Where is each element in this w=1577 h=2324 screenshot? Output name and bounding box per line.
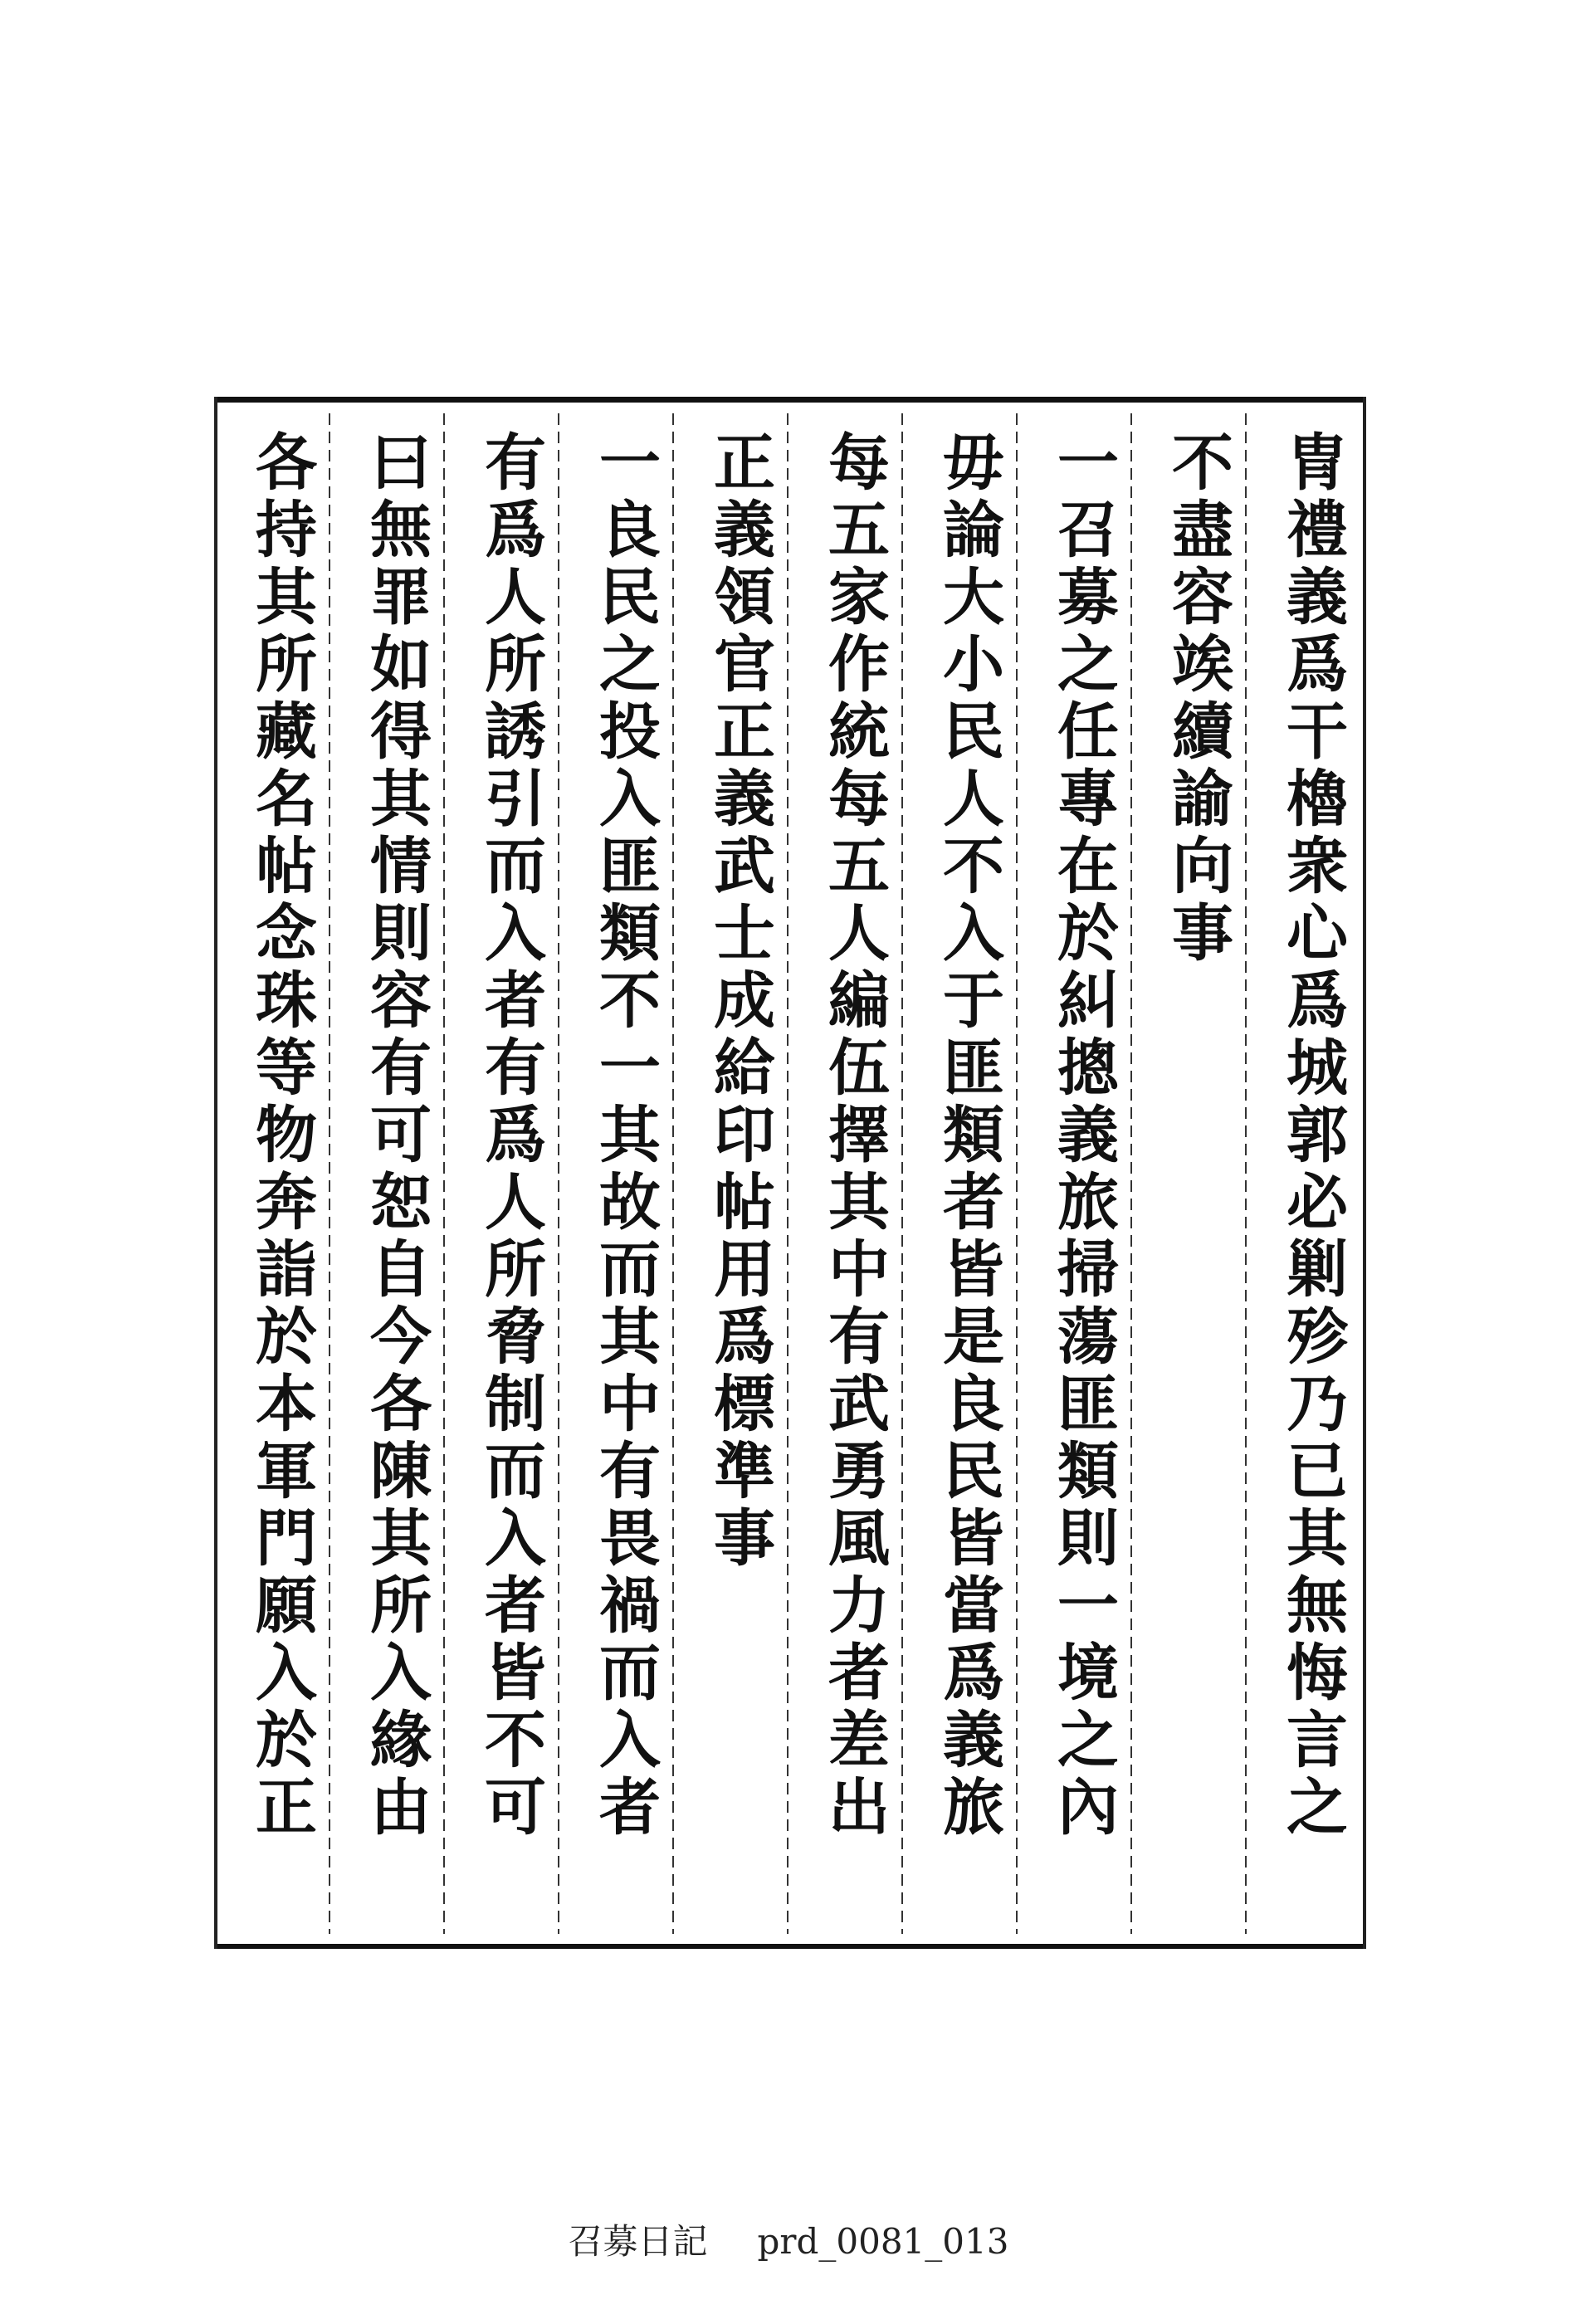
page-footer bbox=[0, 2214, 1577, 2264]
text-column-4: 毋論大小民人不入于匪類者皆是良民皆當爲義旅 bbox=[933, 430, 1004, 1842]
text-column-5: 每五家作統每五人編伍擇其中有武勇風力者差出 bbox=[818, 430, 890, 1842]
text-column-7: 一良民之投入匪類不一其故而其中有畏禍而入者 bbox=[589, 430, 661, 1842]
text-column-10: 各持其所藏名帖念珠等物奔詣於本軍門願入於正 bbox=[246, 430, 317, 1842]
frame-top-border bbox=[214, 397, 1366, 403]
text-column-3: 一召募之任專在於糾摠義旅掃蕩匪類則一境之內 bbox=[1047, 430, 1119, 1842]
page-frame bbox=[214, 397, 1366, 1949]
text-column-2: 不盡容竢續諭向事 bbox=[1162, 430, 1233, 968]
text-columns bbox=[214, 430, 1366, 1916]
footer-title: 召募日記 bbox=[568, 2221, 708, 2262]
text-column-9: 曰無罪如得其情則容有可恕自今各陳其所入緣由 bbox=[360, 430, 432, 1842]
text-column-1: 冑禮義爲干櫓衆心爲城郭必剿殄乃已其無悔言之 bbox=[1277, 430, 1348, 1842]
footer-code: prd_0081_013 bbox=[757, 2221, 1009, 2262]
text-column-6: 正義領官正義武士成給印帖用爲標準事 bbox=[704, 430, 775, 1573]
frame-bottom-border bbox=[214, 1944, 1366, 1949]
text-column-8: 有爲人所誘引而入者有爲人所脅制而入者皆不可 bbox=[475, 430, 546, 1842]
